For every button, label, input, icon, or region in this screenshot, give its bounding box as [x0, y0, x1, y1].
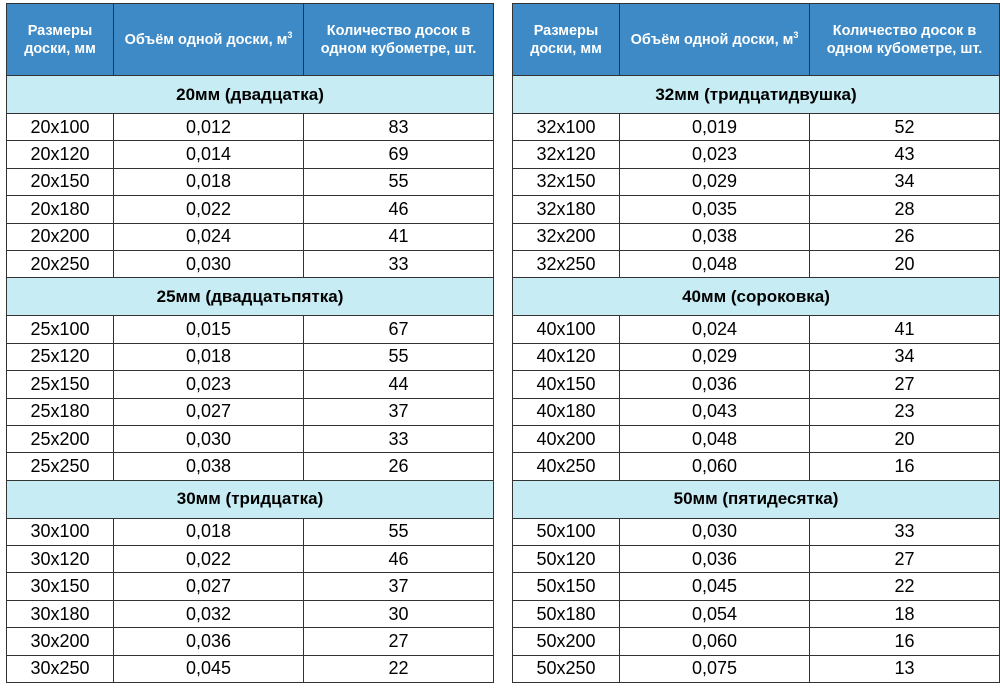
group-row	[7, 278, 494, 316]
cell-size: 50x100	[513, 518, 620, 545]
table-row	[513, 425, 1000, 452]
cell-count: 22	[810, 573, 1000, 600]
cell-size: 40x250	[513, 453, 620, 480]
group-row	[7, 76, 494, 114]
cell-count: 33	[304, 250, 494, 277]
cell-volume: 0,030	[620, 518, 810, 545]
cell-volume: 0,060	[620, 628, 810, 655]
header-count: Количество досок в одном кубометре, шт.	[810, 4, 1000, 76]
cell-count: 30	[304, 600, 494, 627]
cell-count: 23	[810, 398, 1000, 425]
cell-volume: 0,036	[114, 628, 304, 655]
table-row	[7, 398, 494, 425]
table-row	[513, 628, 1000, 655]
cell-volume: 0,036	[620, 371, 810, 398]
table-row	[513, 518, 1000, 545]
cell-volume: 0,023	[114, 371, 304, 398]
cell-count: 69	[304, 141, 494, 168]
cell-count: 27	[810, 371, 1000, 398]
cell-volume: 0,032	[114, 600, 304, 627]
cell-volume: 0,030	[114, 425, 304, 452]
cell-size: 32x100	[513, 114, 620, 141]
table-row	[7, 573, 494, 600]
cell-count: 37	[304, 573, 494, 600]
table-row	[7, 250, 494, 277]
cell-volume: 0,038	[620, 223, 810, 250]
header-volume: Объём одной доски, $м^3$	[114, 4, 304, 76]
cell-size: 25x200	[7, 425, 114, 452]
cell-count: 37	[304, 398, 494, 425]
cell-volume: 0,054	[620, 600, 810, 627]
table-row	[513, 316, 1000, 343]
group-row	[513, 278, 1000, 316]
table-row	[7, 628, 494, 655]
cell-volume: 0,060	[620, 453, 810, 480]
cell-volume: 0,035	[620, 196, 810, 223]
cell-size: 32x250	[513, 250, 620, 277]
table-row	[513, 655, 1000, 682]
cell-volume: 0,038	[114, 453, 304, 480]
table-row	[7, 371, 494, 398]
header-volume: Объём одной доски, $м^3$	[620, 4, 810, 76]
table-row	[513, 371, 1000, 398]
cell-volume: 0,029	[620, 343, 810, 370]
cell-size: 20x250	[7, 250, 114, 277]
cell-size: 40x150	[513, 371, 620, 398]
board-table-left	[6, 3, 494, 683]
cell-volume: 0,027	[114, 573, 304, 600]
cell-count: 55	[304, 343, 494, 370]
cell-size: 50x180	[513, 600, 620, 627]
cell-count: 34	[810, 343, 1000, 370]
cell-count: 43	[810, 141, 1000, 168]
cell-count: 41	[304, 223, 494, 250]
table-row	[7, 343, 494, 370]
cell-volume: 0,045	[620, 573, 810, 600]
header-count: Количество досок в одном кубометре, шт.	[304, 4, 494, 76]
group-title: 25мм (двадцатьпятка)	[7, 278, 494, 316]
cell-size: 30x180	[7, 600, 114, 627]
cell-volume: 0,043	[620, 398, 810, 425]
table-row	[7, 168, 494, 195]
cell-count: 41	[810, 316, 1000, 343]
cell-volume: 0,022	[114, 546, 304, 573]
table-row	[7, 546, 494, 573]
cell-count: 46	[304, 196, 494, 223]
header-row	[7, 4, 494, 76]
cell-size: 20x200	[7, 223, 114, 250]
cell-volume: 0,024	[620, 316, 810, 343]
table-body	[7, 76, 494, 683]
table-row	[513, 343, 1000, 370]
table-row	[513, 223, 1000, 250]
cell-count: 33	[304, 425, 494, 452]
table-row	[513, 196, 1000, 223]
cell-count: 27	[810, 546, 1000, 573]
cell-count: 33	[810, 518, 1000, 545]
header-size: Размеры доски, мм	[7, 4, 114, 76]
cell-size: 20x150	[7, 168, 114, 195]
cell-size: 50x200	[513, 628, 620, 655]
cell-volume: 0,019	[620, 114, 810, 141]
cell-volume: 0,018	[114, 168, 304, 195]
cell-volume: 0,023	[620, 141, 810, 168]
cell-volume: 0,027	[114, 398, 304, 425]
cell-volume: 0,018	[114, 518, 304, 545]
board-table-right	[512, 3, 1000, 683]
cell-size: 32x180	[513, 196, 620, 223]
cell-count: 22	[304, 655, 494, 682]
cell-count: 16	[810, 453, 1000, 480]
cell-size: 25x120	[7, 343, 114, 370]
group-title: 30мм (тридцатка)	[7, 480, 494, 518]
table-row	[513, 168, 1000, 195]
cell-count: 52	[810, 114, 1000, 141]
cell-count: 18	[810, 600, 1000, 627]
cell-volume: 0,014	[114, 141, 304, 168]
table-row	[513, 250, 1000, 277]
table-row	[513, 600, 1000, 627]
cell-volume: 0,048	[620, 425, 810, 452]
cell-count: 20	[810, 250, 1000, 277]
table-body	[513, 76, 1000, 683]
table-row	[513, 573, 1000, 600]
cell-volume: 0,030	[114, 250, 304, 277]
group-title: 50мм (пятидесятка)	[513, 480, 1000, 518]
cell-size: 50x150	[513, 573, 620, 600]
group-title: 40мм (сороковка)	[513, 278, 1000, 316]
cell-size: 30x200	[7, 628, 114, 655]
table-row	[513, 114, 1000, 141]
cell-size: 20x120	[7, 141, 114, 168]
table-row	[7, 141, 494, 168]
cell-size: 20x100	[7, 114, 114, 141]
cell-count: 13	[810, 655, 1000, 682]
cell-size: 40x120	[513, 343, 620, 370]
table-row	[7, 453, 494, 480]
cell-size: 25x250	[7, 453, 114, 480]
table-row	[7, 196, 494, 223]
cell-count: 20	[810, 425, 1000, 452]
cell-size: 32x150	[513, 168, 620, 195]
table-row	[7, 425, 494, 452]
cell-size: 25x150	[7, 371, 114, 398]
group-row	[7, 480, 494, 518]
cell-count: 34	[810, 168, 1000, 195]
table-row	[7, 600, 494, 627]
cell-volume: 0,045	[114, 655, 304, 682]
table-row	[7, 114, 494, 141]
cell-size: 30x100	[7, 518, 114, 545]
header-row	[513, 4, 1000, 76]
table-row	[7, 223, 494, 250]
cell-size: 30x120	[7, 546, 114, 573]
cell-size: 30x150	[7, 573, 114, 600]
table-row	[513, 141, 1000, 168]
group-title: 32мм (тридцатидвушка)	[513, 76, 1000, 114]
cell-count: 67	[304, 316, 494, 343]
cell-size: 20x180	[7, 196, 114, 223]
cell-volume: 0,018	[114, 343, 304, 370]
group-row	[513, 76, 1000, 114]
cell-volume: 0,024	[114, 223, 304, 250]
cell-count: 44	[304, 371, 494, 398]
group-row	[513, 480, 1000, 518]
cell-volume: 0,022	[114, 196, 304, 223]
cell-size: 50x120	[513, 546, 620, 573]
cell-size: 40x200	[513, 425, 620, 452]
table-row	[7, 316, 494, 343]
cell-count: 26	[810, 223, 1000, 250]
table-row	[513, 398, 1000, 425]
cell-count: 28	[810, 196, 1000, 223]
cell-volume: 0,012	[114, 114, 304, 141]
cell-size: 40x180	[513, 398, 620, 425]
cell-volume: 0,015	[114, 316, 304, 343]
cell-volume: 0,048	[620, 250, 810, 277]
cell-volume: 0,029	[620, 168, 810, 195]
cell-size: 40x100	[513, 316, 620, 343]
table-row	[513, 453, 1000, 480]
table-row	[7, 518, 494, 545]
cell-volume: 0,036	[620, 546, 810, 573]
cell-count: 26	[304, 453, 494, 480]
table-row	[7, 655, 494, 682]
cell-size: 50x250	[513, 655, 620, 682]
cell-size: 25x180	[7, 398, 114, 425]
group-title: 20мм (двадцатка)	[7, 76, 494, 114]
header-size: Размеры доски, мм	[513, 4, 620, 76]
cell-size: 32x120	[513, 141, 620, 168]
table-row	[513, 546, 1000, 573]
cell-count: 55	[304, 168, 494, 195]
cell-size: 32x200	[513, 223, 620, 250]
cell-count: 83	[304, 114, 494, 141]
cell-count: 27	[304, 628, 494, 655]
cell-count: 55	[304, 518, 494, 545]
cell-size: 25x100	[7, 316, 114, 343]
cell-size: 30x250	[7, 655, 114, 682]
cell-count: 16	[810, 628, 1000, 655]
cell-count: 46	[304, 546, 494, 573]
cell-volume: 0,075	[620, 655, 810, 682]
